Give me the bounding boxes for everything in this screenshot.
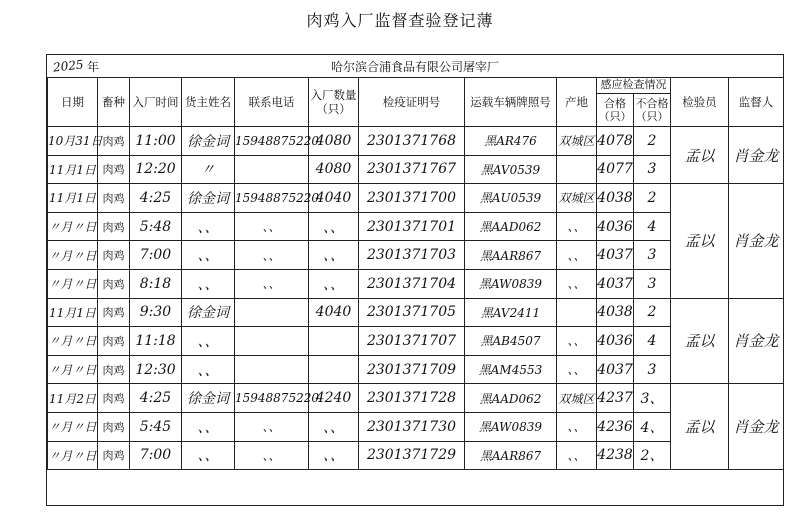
fail-cell: 3 xyxy=(634,269,671,298)
date-cell: 〃月〃日 xyxy=(48,327,98,356)
phone-cell xyxy=(235,155,309,184)
species-cell: 肉鸡 xyxy=(98,441,130,470)
date-cell: 〃月〃日 xyxy=(48,441,98,470)
date-cell: 〃月〃日 xyxy=(48,241,98,270)
species-cell: 肉鸡 xyxy=(98,412,130,441)
time-cell: 5:45 xyxy=(130,412,182,441)
owner-cell: 徐金词 xyxy=(182,298,235,327)
fail-cell: 2 xyxy=(634,184,671,213)
pass-cell: 4238 xyxy=(597,441,634,470)
header-pass-line2: （只） xyxy=(598,109,632,123)
cert-cell: 2301371705 xyxy=(359,298,465,327)
table-row xyxy=(48,384,784,413)
plate-cell: 黑AM4553 xyxy=(465,355,557,384)
pass-cell: 4237 xyxy=(597,384,634,413)
fail-cell: 2 xyxy=(634,298,671,327)
cert-cell: 2301371730 xyxy=(359,412,465,441)
owner-cell: 、、 xyxy=(182,355,235,384)
fail-cell: 4、 xyxy=(634,412,671,441)
header-species: 畜种 xyxy=(98,78,130,127)
origin-cell: 、、 xyxy=(557,441,597,470)
pass-cell: 4078 xyxy=(597,127,634,156)
time-cell: 8:18 xyxy=(130,269,182,298)
phone-cell: 、、 xyxy=(235,441,309,470)
species-cell: 肉鸡 xyxy=(98,184,130,213)
qty-cell: 、、 xyxy=(309,269,359,298)
plate-cell: 黑AV2411 xyxy=(465,298,557,327)
fail-cell: 4 xyxy=(634,327,671,356)
origin-cell xyxy=(557,298,597,327)
fail-cell: 2 xyxy=(634,127,671,156)
time-cell: 11:00 xyxy=(130,127,182,156)
phone-cell: 、、 xyxy=(235,212,309,241)
cert-cell: 2301371767 xyxy=(359,155,465,184)
header-fail xyxy=(634,93,671,126)
plate-cell: 黑AAD062 xyxy=(465,384,557,413)
pass-cell: 4036 xyxy=(597,212,634,241)
supervisor-signature: 肖金龙 xyxy=(729,127,784,184)
qty-cell: 4080 xyxy=(309,155,359,184)
header-owner: 货主姓名 xyxy=(182,78,235,127)
year-label: 年 xyxy=(87,60,100,74)
plate-cell: 黑AU0539 xyxy=(465,184,557,213)
fail-cell: 3 xyxy=(634,355,671,384)
species-cell: 肉鸡 xyxy=(98,298,130,327)
pass-cell: 4037 xyxy=(597,241,634,270)
date-cell: 〃月〃日 xyxy=(48,355,98,384)
origin-cell: 、、 xyxy=(557,269,597,298)
owner-cell: 、、 xyxy=(182,212,235,241)
owner-cell: 〃 xyxy=(182,155,235,184)
cert-cell: 2301371700 xyxy=(359,184,465,213)
header-pass-line1: 合格 xyxy=(604,96,626,110)
register-body xyxy=(48,127,784,470)
header-cert: 检疫证明号 xyxy=(359,78,465,127)
header-fail-line1: 不合格 xyxy=(635,96,669,110)
time-cell: 9:30 xyxy=(130,298,182,327)
qty-cell: 、、 xyxy=(309,412,359,441)
phone-cell: 、、 xyxy=(235,412,309,441)
header-time: 入厂时间 xyxy=(130,78,182,127)
header-pass xyxy=(597,93,634,126)
plate-cell: 黑AAD062 xyxy=(465,212,557,241)
qty-cell: 4040 xyxy=(309,184,359,213)
time-cell: 7:00 xyxy=(130,441,182,470)
phone-cell: 15948875220 xyxy=(235,384,309,413)
pass-cell: 4037 xyxy=(597,355,634,384)
phone-cell: 、、 xyxy=(235,269,309,298)
phone-cell xyxy=(235,355,309,384)
pass-cell: 4236 xyxy=(597,412,634,441)
date-cell: 10月31日 xyxy=(48,127,98,156)
plate-cell: 黑AB4507 xyxy=(465,327,557,356)
inspector-signature: 孟以 xyxy=(671,298,729,384)
date-cell: 11月1日 xyxy=(48,155,98,184)
cert-cell: 2301371709 xyxy=(359,355,465,384)
phone-cell: 15948875220 xyxy=(235,184,309,213)
species-cell: 肉鸡 xyxy=(98,355,130,384)
header-phone: 联系电话 xyxy=(235,78,309,127)
origin-cell: 双城区 xyxy=(557,127,597,156)
origin-cell: 、、 xyxy=(557,412,597,441)
origin-cell: 、、 xyxy=(557,355,597,384)
cert-cell: 2301371707 xyxy=(359,327,465,356)
header-origin: 产地 xyxy=(557,78,597,127)
header-qty-line1: 入厂数量 xyxy=(310,88,357,102)
owner-cell: 徐金词 xyxy=(182,384,235,413)
pass-cell: 4038 xyxy=(597,298,634,327)
owner-cell: 徐金词 xyxy=(182,184,235,213)
supervisor-signature: 肖金龙 xyxy=(729,298,784,384)
species-cell: 肉鸡 xyxy=(98,327,130,356)
owner-cell: 、、 xyxy=(182,412,235,441)
date-cell: 〃月〃日 xyxy=(48,212,98,241)
inspector-signature: 孟以 xyxy=(671,184,729,298)
owner-cell: 徐金词 xyxy=(182,127,235,156)
qty-cell: 、、 xyxy=(309,241,359,270)
supervisor-signature: 肖金龙 xyxy=(729,384,784,470)
time-cell: 12:20 xyxy=(130,155,182,184)
date-cell: 11月1日 xyxy=(48,298,98,327)
fail-cell: 4 xyxy=(634,212,671,241)
header-sense: 感应检查情况 xyxy=(597,78,671,94)
phone-cell: 、、 xyxy=(235,241,309,270)
header-qty-line2: （只） xyxy=(316,102,351,116)
plate-cell: 黑AW0839 xyxy=(465,412,557,441)
species-cell: 肉鸡 xyxy=(98,155,130,184)
register-table xyxy=(47,77,784,470)
origin-cell: 双城区 xyxy=(557,184,597,213)
page-title: 肉鸡入厂监督查验登记薄 xyxy=(306,11,494,30)
qty-cell: 、、 xyxy=(309,441,359,470)
qty-cell: 4040 xyxy=(309,298,359,327)
inspector-signature: 孟以 xyxy=(671,127,729,184)
header-inspector: 检验员 xyxy=(671,78,729,127)
cert-cell: 2301371701 xyxy=(359,212,465,241)
owner-cell: 、、 xyxy=(182,441,235,470)
qty-cell: 4080 xyxy=(309,127,359,156)
species-cell: 肉鸡 xyxy=(98,212,130,241)
time-cell: 4:25 xyxy=(130,184,182,213)
origin-cell: 、、 xyxy=(557,212,597,241)
header-fail-line2: （只） xyxy=(635,109,669,123)
time-cell: 12:30 xyxy=(130,355,182,384)
header-supervisor: 监督人 xyxy=(729,78,784,127)
origin-cell: 、、 xyxy=(557,241,597,270)
qty-cell xyxy=(309,355,359,384)
header-row xyxy=(48,78,784,94)
origin-cell: 双城区 xyxy=(557,384,597,413)
fail-cell: 3、 xyxy=(634,384,671,413)
cert-cell: 2301371728 xyxy=(359,384,465,413)
time-cell: 5:48 xyxy=(130,212,182,241)
plate-cell: 黑AR476 xyxy=(465,127,557,156)
cert-cell: 2301371729 xyxy=(359,441,465,470)
plate-cell: 黑AW0839 xyxy=(465,269,557,298)
time-cell: 11:18 xyxy=(130,327,182,356)
header-plate: 运载车辆牌照号 xyxy=(465,78,557,127)
pass-cell: 4036 xyxy=(597,327,634,356)
owner-cell: 、、 xyxy=(182,327,235,356)
company-name: 哈尔滨合浦食品有限公司屠宰厂 xyxy=(330,60,499,74)
owner-cell: 、、 xyxy=(182,241,235,270)
table-row xyxy=(48,127,784,156)
header-date: 日期 xyxy=(48,78,98,127)
species-cell: 肉鸡 xyxy=(98,384,130,413)
owner-cell: 、、 xyxy=(182,269,235,298)
fail-cell: 3 xyxy=(634,241,671,270)
inspector-signature: 孟以 xyxy=(671,384,729,470)
plate-cell: 黑AV0539 xyxy=(465,155,557,184)
phone-cell: 15948875220 xyxy=(235,127,309,156)
table-row xyxy=(48,184,784,213)
pass-cell: 4038 xyxy=(597,184,634,213)
qty-cell xyxy=(309,327,359,356)
species-cell: 肉鸡 xyxy=(98,269,130,298)
pass-cell: 4077 xyxy=(597,155,634,184)
date-cell: 〃月〃日 xyxy=(48,269,98,298)
cert-cell: 2301371703 xyxy=(359,241,465,270)
origin-cell: 、、 xyxy=(557,327,597,356)
qty-cell: 、、 xyxy=(309,212,359,241)
species-cell: 肉鸡 xyxy=(98,127,130,156)
plate-cell: 黑AAR867 xyxy=(465,241,557,270)
header-qty xyxy=(309,78,359,127)
qty-cell: 4240 xyxy=(309,384,359,413)
phone-cell xyxy=(235,298,309,327)
cert-cell: 2301371704 xyxy=(359,269,465,298)
date-cell: 11月2日 xyxy=(48,384,98,413)
supervisor-signature: 肖金龙 xyxy=(729,184,784,298)
fail-cell: 3 xyxy=(634,155,671,184)
date-cell: 〃月〃日 xyxy=(48,412,98,441)
table-row xyxy=(48,298,784,327)
phone-cell xyxy=(235,327,309,356)
cert-cell: 2301371768 xyxy=(359,127,465,156)
pass-cell: 4037 xyxy=(597,269,634,298)
plate-cell: 黑AAR867 xyxy=(465,441,557,470)
year-handwritten: 2025 xyxy=(52,57,85,75)
time-cell: 4:25 xyxy=(130,384,182,413)
time-cell: 7:00 xyxy=(130,241,182,270)
species-cell: 肉鸡 xyxy=(98,241,130,270)
fail-cell: 2、 xyxy=(634,441,671,470)
register-sheet xyxy=(46,54,784,506)
date-cell: 11月1日 xyxy=(48,184,98,213)
year-company-row xyxy=(47,55,783,78)
origin-cell xyxy=(557,155,597,184)
